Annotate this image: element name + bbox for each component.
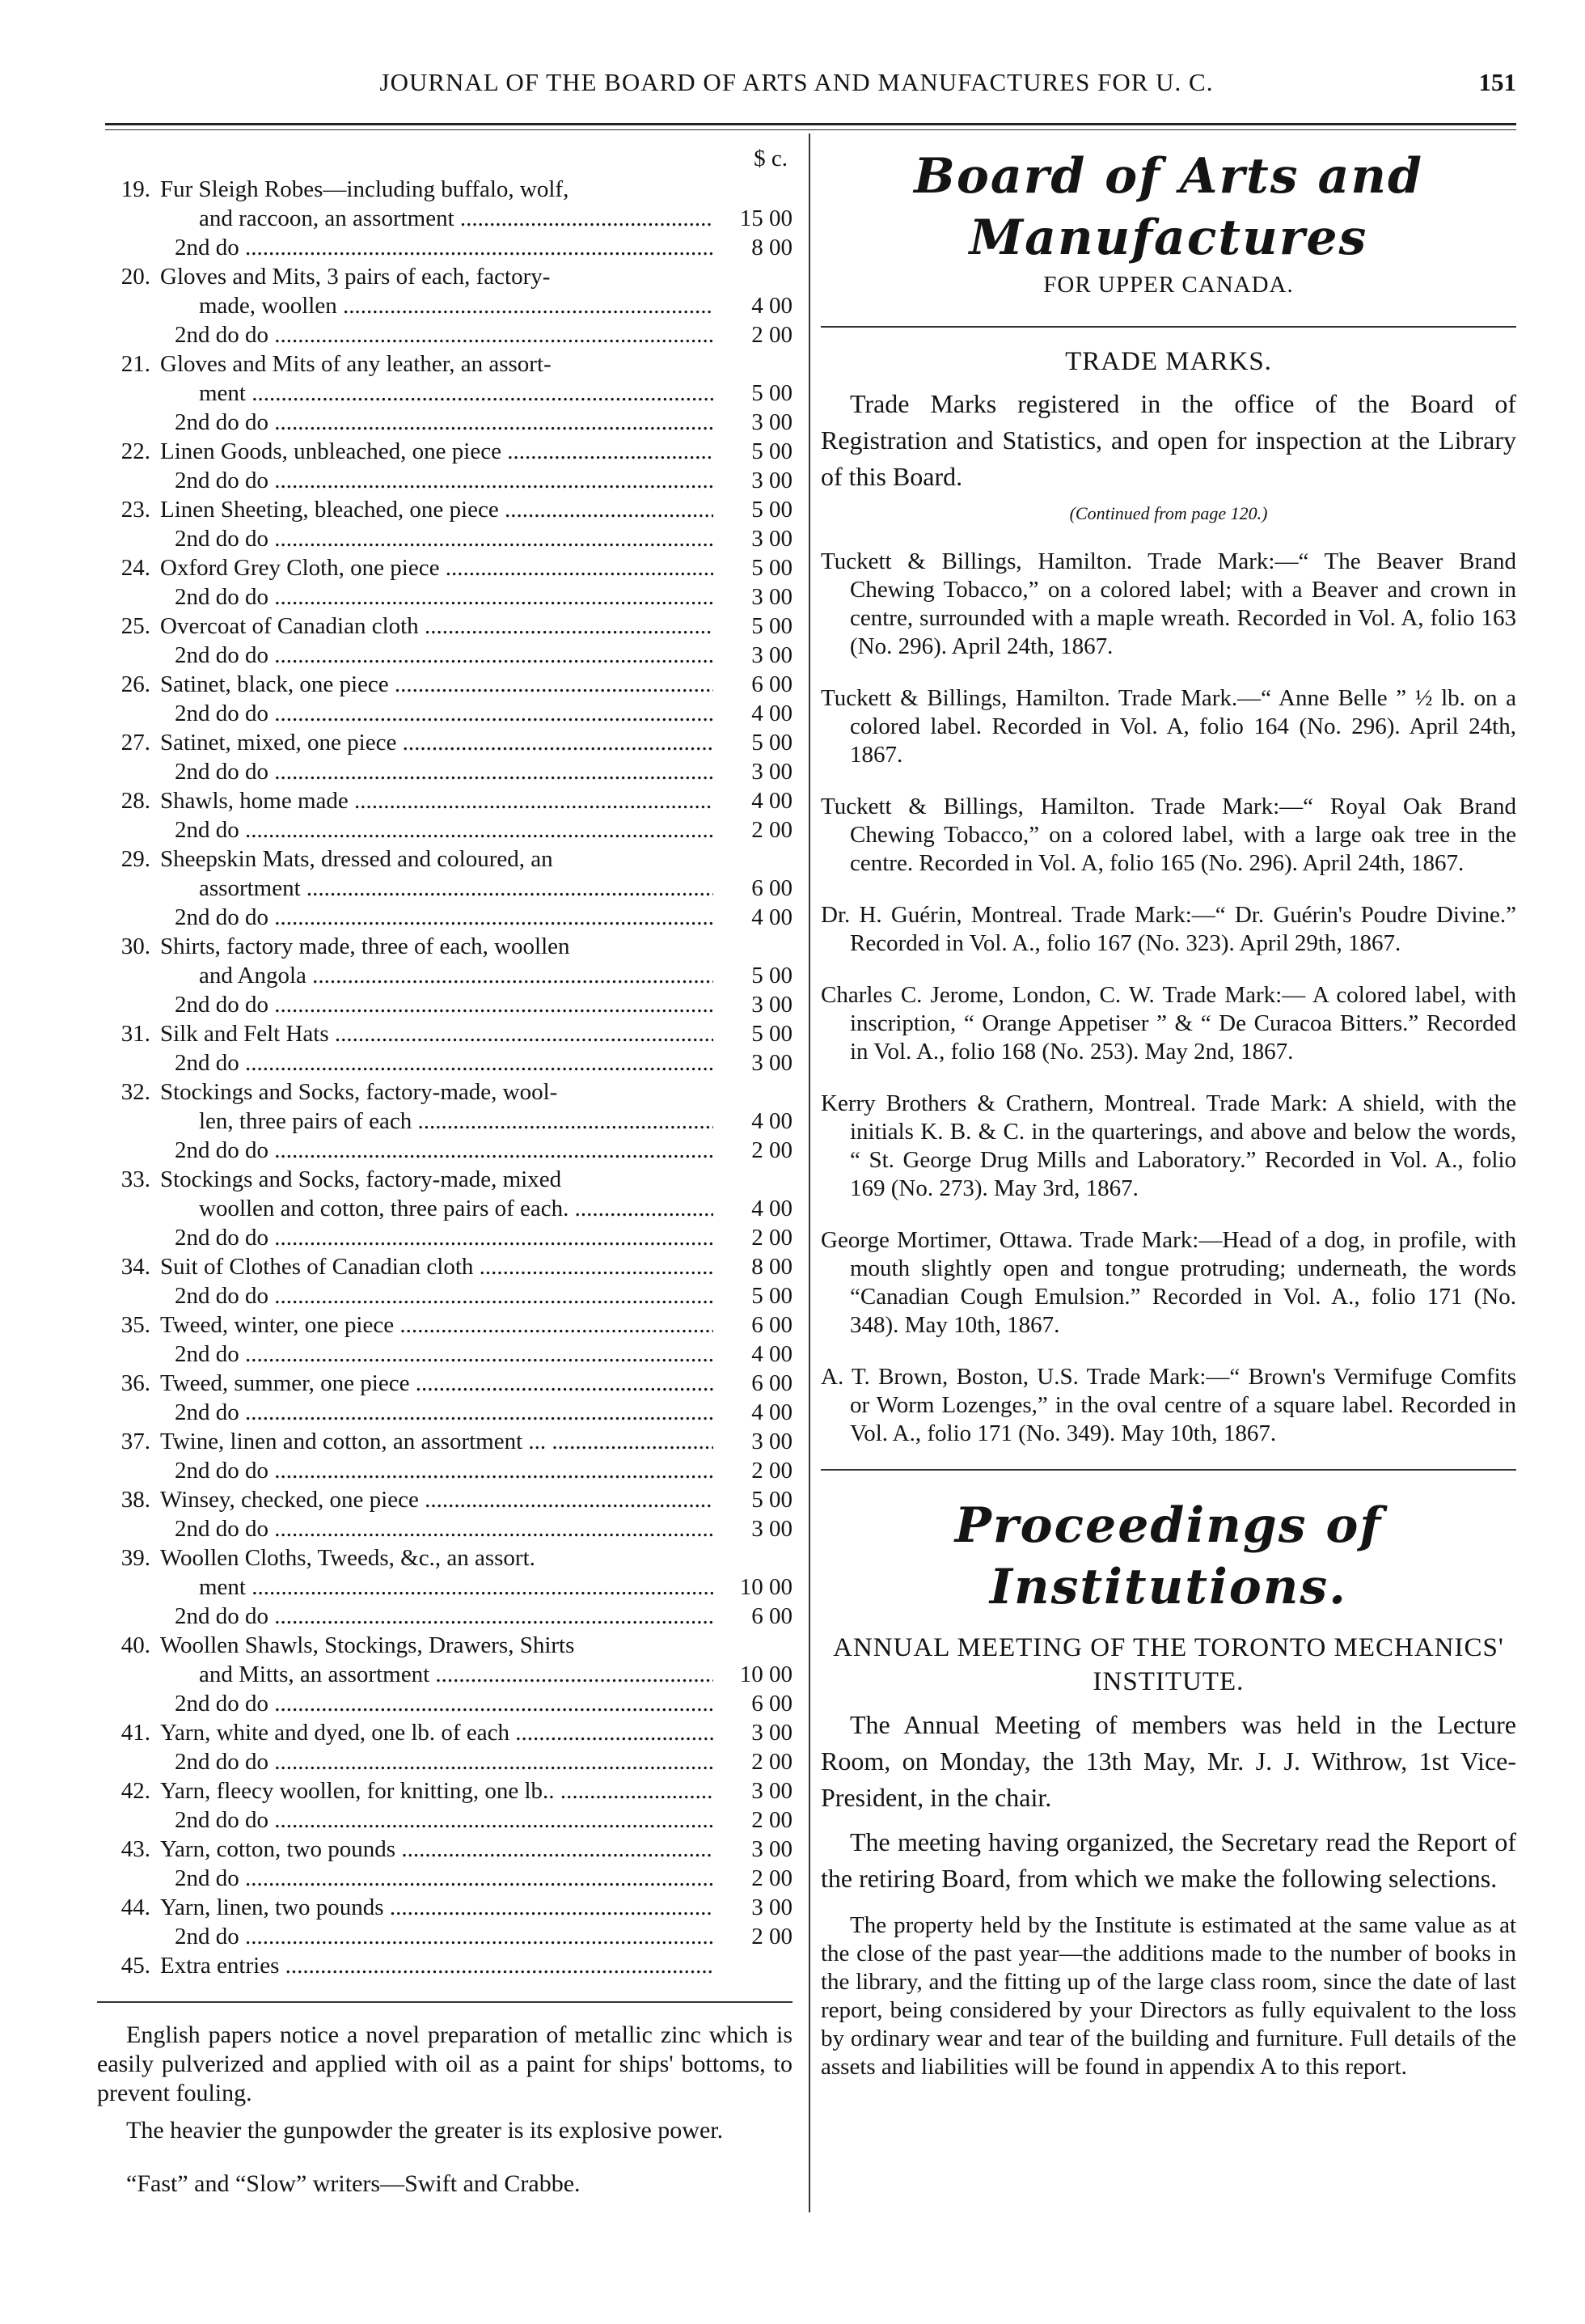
second-prize-price: 3 00 [751, 642, 792, 668]
item-description: Gloves and Mits, 3 pairs of each, factory- [160, 264, 551, 290]
item-number: 32. [120, 1079, 150, 1105]
item-description: Fur Sleigh Robes—including buffalo, wolf, [160, 176, 569, 202]
item-number: 27. [120, 730, 150, 756]
second-prize-label: 2nd do do ..... [160, 524, 713, 553]
section-rule [97, 2001, 792, 2003]
prize-item [97, 1631, 792, 1718]
second-prize-price: 2 00 [751, 1137, 792, 1163]
item-number [97, 1223, 160, 1252]
item-number [97, 582, 160, 612]
proceedings-masthead: Proceedings of Institutions. [954, 1497, 1383, 1615]
item-price: 5 00 [751, 1021, 792, 1047]
prize-list [97, 175, 792, 1980]
second-prize-price: 6 00 [751, 1603, 792, 1629]
report-paragraph: The property held by the Institute is estimated at the same value as at the close of the past year—the additions made to the number of books in the library, and the fitting up of the large class room, since the date of last report, being considered by your Directors as fully equivalent to the loss by ordinary wear and tear of the building and furniture. Full details of the assets and liabilities will be found in appendix A to this report. [821, 1912, 1516, 2080]
second-prize-label: 2nd do do ..... [160, 903, 713, 932]
column-divider [809, 133, 810, 2212]
second-prize-label: 2nd do do ..... [160, 641, 713, 670]
item-description: Satinet, black, one piece ..... [160, 670, 713, 699]
currency-header: $ c. [754, 146, 788, 171]
item-description: Linen Goods, unbleached, one piece ..... [160, 437, 713, 466]
second-prize-label: 2nd do do ..... [160, 990, 713, 1019]
item-number [97, 291, 160, 320]
item-price [713, 349, 792, 379]
item-number [97, 320, 160, 349]
item-number [97, 1689, 160, 1718]
note-zinc: English papers notice a novel preparation of metallic zinc which is easily pulverized and applied with oil as a paint for ships' bottoms, to prevent fouling. [97, 2021, 792, 2106]
second-prize-price: 4 00 [751, 701, 792, 726]
second-prize-label: 2nd do do ..... [160, 320, 713, 349]
prize-item [97, 845, 792, 932]
item-description: Satinet, mixed, one piece ..... [160, 728, 713, 757]
second-prize-label: 2nd do do ..... [160, 1281, 713, 1310]
prize-item [97, 786, 792, 845]
second-prize-label: 2nd do ..... [160, 1340, 713, 1369]
continued-note: (Continued from page 120.) [1069, 503, 1268, 523]
item-price: 3 00 [751, 1429, 792, 1454]
second-prize-label: 2nd do do ..... [160, 1689, 713, 1718]
prize-item [97, 1543, 792, 1631]
item-price [713, 1951, 792, 1980]
second-prize-price: 3 00 [751, 468, 792, 493]
item-description: Woollen Shawls, Stockings, Drawers, Shirts [160, 1632, 575, 1658]
second-prize-price: 8 00 [751, 235, 792, 260]
meeting-title: ANNUAL MEETING OF THE TORONTO MECHANICS' INSTITUTE. [833, 1633, 1504, 1696]
item-price: 4 00 [751, 788, 792, 814]
item-description: Yarn, linen, two pounds ..... [160, 1893, 713, 1922]
item-number [97, 204, 160, 233]
item-price: 3 00 [751, 1778, 792, 1804]
prize-item [97, 1951, 792, 1980]
item-description: made, woollen ..... [160, 291, 713, 320]
trade-mark-list [821, 548, 1516, 1448]
item-description: Silk and Felt Hats ..... [160, 1019, 713, 1048]
item-description: and raccoon, an assortment ..... [160, 204, 713, 233]
item-number: 26. [120, 671, 150, 697]
right-column [821, 146, 1516, 2105]
item-number [97, 1922, 160, 1951]
item-number: 38. [120, 1487, 150, 1513]
item-number: 34. [120, 1254, 150, 1280]
item-price: 5 00 [751, 497, 792, 523]
item-description: and Angola ..... [160, 961, 713, 990]
item-number: 36. [120, 1370, 150, 1396]
note-writers: “Fast” and “Slow” writers—Swift and Crabbe. [126, 2170, 581, 2197]
item-number: 22. [120, 438, 150, 464]
item-description: Linen Sheeting, bleached, one piece ..... [160, 495, 713, 524]
item-price: 5 00 [751, 380, 792, 406]
trade-mark-entry: Dr. H. Guérin, Montreal. Trade Mark:—“ Dr. Guérin's Poudre Divine.” Recorded in Vol. A., folio 167 (No. 323). April 29th, 1867. [821, 902, 1516, 956]
item-price: 10 00 [739, 1574, 792, 1600]
item-price: 6 00 [751, 875, 792, 901]
item-number [97, 1456, 160, 1485]
item-price [713, 1543, 792, 1573]
item-number [97, 1514, 160, 1543]
item-number [97, 524, 160, 553]
second-prize-label: 2nd do ..... [160, 1048, 713, 1077]
item-number [97, 757, 160, 786]
prize-item [97, 349, 792, 437]
item-price: 4 00 [751, 293, 792, 319]
item-description: ment ..... [160, 379, 713, 408]
item-price: 4 00 [751, 1108, 792, 1134]
item-number [97, 1398, 160, 1427]
item-number: 42. [120, 1778, 150, 1804]
section-rule [821, 1469, 1516, 1471]
prize-item [97, 1718, 792, 1776]
item-number [97, 1602, 160, 1631]
second-prize-price: 3 00 [751, 526, 792, 552]
item-price: 15 00 [739, 205, 792, 231]
item-number [97, 1107, 160, 1136]
item-price: 6 00 [751, 671, 792, 697]
item-description: Suit of Clothes of Canadian cloth ..... [160, 1252, 713, 1281]
prize-item [97, 175, 792, 262]
item-number: 39. [120, 1545, 150, 1571]
item-price [713, 1631, 792, 1660]
meeting-paragraph: The Annual Meeting of members was held in the Lecture Room, on Monday, the 13th May, Mr. J. J. Withrow, 1st Vice-President, in the chair. [821, 1710, 1516, 1812]
item-description: Gloves and Mits of any leather, an assort- [160, 351, 552, 377]
item-description: Extra entries ..... [160, 1951, 713, 1980]
item-price: 10 00 [739, 1662, 792, 1687]
second-prize-price: 3 00 [751, 759, 792, 785]
second-prize-price: 2 00 [751, 1807, 792, 1833]
item-price [713, 175, 792, 204]
second-prize-label: 2nd do do ..... [160, 1223, 713, 1252]
second-prize-price: 2 00 [751, 322, 792, 348]
second-prize-price: 3 00 [751, 1516, 792, 1542]
trade-mark-entry: A. T. Brown, Boston, U.S. Trade Mark:—“ Brown's Vermifuge Comfits or Worm Lozenges,” in the oval centre of a square label. Recorded in Vol. A., folio 171 (No. 349). May 10th, 1867. [821, 1364, 1516, 1446]
item-description: Oxford Grey Cloth, one piece ..... [160, 553, 713, 582]
second-prize-price: 2 00 [751, 1865, 792, 1891]
prize-item [97, 553, 792, 612]
meeting-paragraph: The meeting having organized, the Secretary read the Report of the retiring Board, from which we make the following selections. [821, 1827, 1516, 1893]
second-prize-label: 2nd do do ..... [160, 699, 713, 728]
item-number: 33. [120, 1166, 150, 1192]
prize-item [97, 1369, 792, 1427]
item-number: 43. [120, 1836, 150, 1862]
second-prize-price: 3 00 [751, 409, 792, 435]
item-number [97, 1281, 160, 1310]
second-prize-label: 2nd do do ..... [160, 1602, 713, 1631]
item-description: woollen and cotton, three pairs of each. ..... [160, 1194, 713, 1223]
item-price [713, 1165, 792, 1194]
second-prize-label: 2nd do do ..... [160, 1456, 713, 1485]
item-number: 31. [120, 1021, 150, 1047]
second-prize-price: 4 00 [751, 1399, 792, 1425]
second-prize-price: 2 00 [751, 817, 792, 843]
item-description: Twine, linen and cotton, an assortment ... ..... [160, 1427, 713, 1456]
item-number: 28. [120, 788, 150, 814]
second-prize-price: 3 00 [751, 992, 792, 1018]
item-number [97, 1573, 160, 1602]
item-description: Yarn, fleecy woollen, for knitting, one lb.. ..... [160, 1776, 713, 1805]
prize-item [97, 495, 792, 553]
item-number [97, 1048, 160, 1077]
second-prize-label: 2nd do do ..... [160, 408, 713, 437]
prize-item [97, 1835, 792, 1893]
second-prize-price: 6 00 [751, 1691, 792, 1717]
item-price: 8 00 [751, 1254, 792, 1280]
section-rule [821, 326, 1516, 328]
second-prize-price: 3 00 [751, 1050, 792, 1076]
item-price: 3 00 [751, 1720, 792, 1746]
item-number [97, 961, 160, 990]
item-number: 41. [120, 1720, 150, 1746]
item-description: len, three pairs of each ..... [160, 1107, 713, 1136]
trade-mark-entry: Tuckett & Billings, Hamilton. Trade Mark:—“ Royal Oak Brand Chewing Tobacco,” on a colored label, with a large oak tree in the centre. Recorded in Vol. A, folio 165 (No. 296). April 24th, 1867. [821, 794, 1516, 876]
second-prize-label: 2nd do ..... [160, 815, 713, 845]
item-description: Stockings and Socks, factory-made, mixed [160, 1166, 562, 1192]
prize-item [97, 670, 792, 728]
item-number: 19. [120, 176, 150, 202]
prize-item [97, 1019, 792, 1077]
item-description: Winsey, checked, one piece ..... [160, 1485, 713, 1514]
item-price: 5 00 [751, 730, 792, 756]
second-prize-label: 2nd do do ..... [160, 757, 713, 786]
item-number [97, 408, 160, 437]
item-number: 30. [120, 933, 150, 959]
item-number: 45. [120, 1953, 150, 1979]
trade-mark-entry: George Mortimer, Ottawa. Trade Mark:—Head of a dog, in profile, with mouth slightly open and tongue protruding; underneath, the words “Canadian Cough Emulsion.” Recorded in Vol. A., folio 171 (No. 348). May 10th, 1867. [821, 1227, 1516, 1338]
prize-item [97, 1893, 792, 1951]
running-title: JOURNAL OF THE BOARD OF ARTS AND MANUFACTURES FOR U. C. [379, 68, 1214, 96]
item-number [97, 1136, 160, 1165]
item-description: and Mitts, an assortment ..... [160, 1660, 713, 1689]
item-price: 6 00 [751, 1370, 792, 1396]
item-description: Sheepskin Mats, dressed and coloured, an [160, 846, 553, 872]
second-prize-label: 2nd do ..... [160, 1922, 713, 1951]
header-rule [105, 123, 1516, 125]
item-number [97, 1340, 160, 1369]
item-price: 5 00 [751, 438, 792, 464]
item-description: Tweed, summer, one piece ..... [160, 1369, 713, 1398]
item-description: Tweed, winter, one piece ..... [160, 1310, 713, 1340]
prize-item [97, 1077, 792, 1165]
second-prize-label: 2nd do ..... [160, 233, 713, 262]
page-number: 151 [1478, 68, 1516, 96]
prize-item [97, 437, 792, 495]
item-number [97, 990, 160, 1019]
prize-item [97, 1252, 792, 1310]
item-description: Overcoat of Canadian cloth ..... [160, 612, 713, 641]
item-price [713, 932, 792, 961]
item-price [713, 1077, 792, 1107]
item-description: assortment ..... [160, 874, 713, 903]
item-price [713, 845, 792, 874]
second-prize-price: 3 00 [751, 584, 792, 610]
prize-item [97, 728, 792, 786]
second-prize-price: 2 00 [751, 1749, 792, 1775]
trade-mark-entry: Tuckett & Billings, Hamilton. Trade Mark.—“ Anne Belle ” ½ lb. on a colored label. Recorded in Vol. A, folio 164 (No. 296). April 24th, 1867. [821, 685, 1516, 768]
item-description: Yarn, white and dyed, one lb. of each ..... [160, 1718, 713, 1747]
item-number [97, 903, 160, 932]
second-prize-price: 2 00 [751, 1225, 792, 1251]
item-description: Woollen Cloths, Tweeds, &c., an assort. [160, 1545, 535, 1571]
second-prize-label: 2nd do do ..... [160, 1805, 713, 1835]
item-number [97, 233, 160, 262]
item-price: 5 00 [751, 555, 792, 581]
second-prize-price: 5 00 [751, 1283, 792, 1309]
prize-item [97, 1165, 792, 1252]
item-number [97, 1194, 160, 1223]
item-price: 3 00 [751, 1894, 792, 1920]
second-prize-price: 4 00 [751, 904, 792, 930]
item-number [97, 1660, 160, 1689]
item-description: Shirts, factory made, three of each, woollen [160, 933, 570, 959]
item-price [713, 262, 792, 291]
prize-item [97, 932, 792, 1019]
second-prize-label: 2nd do do ..... [160, 1136, 713, 1165]
second-prize-label: 2nd do do ..... [160, 1514, 713, 1543]
trade-mark-entry: Tuckett & Billings, Hamilton. Trade Mark:—“ The Beaver Brand Chewing Tobacco,” on a colored label; with a Beaver and crown in centre, surrounded with a maple wreath. Recorded in Vol. A, folio 163 (No. 296). April 24th, 1867. [821, 548, 1516, 659]
prize-item [97, 1427, 792, 1485]
item-number: 44. [120, 1894, 150, 1920]
board-subtitle: FOR UPPER CANADA. [1043, 272, 1294, 298]
item-number [97, 815, 160, 845]
item-number: 35. [120, 1312, 150, 1338]
second-prize-label: 2nd do do ..... [160, 582, 713, 612]
item-number [97, 1805, 160, 1835]
second-prize-label: 2nd do do ..... [160, 1747, 713, 1776]
item-number: 20. [120, 264, 150, 290]
prize-item [97, 262, 792, 349]
second-prize-label: 2nd do ..... [160, 1398, 713, 1427]
trade-marks-intro: Trade Marks registered in the office of the Board of Registration and Statistics, and open for inspection at the Library of this Board. [821, 389, 1516, 491]
left-column [97, 146, 792, 2223]
item-number: 25. [120, 613, 150, 639]
item-number: 21. [120, 351, 150, 377]
second-prize-label: 2nd do do ..... [160, 466, 713, 495]
item-number [97, 874, 160, 903]
item-price: 6 00 [751, 1312, 792, 1338]
item-price: 3 00 [751, 1836, 792, 1862]
prize-item [97, 1485, 792, 1543]
prize-item [97, 1776, 792, 1835]
item-number [97, 1747, 160, 1776]
item-number [97, 1864, 160, 1893]
item-number [97, 466, 160, 495]
second-prize-price: 2 00 [751, 1458, 792, 1484]
item-number: 24. [120, 555, 150, 581]
item-price: 5 00 [751, 613, 792, 639]
second-prize-price: 2 00 [751, 1924, 792, 1949]
item-description: Yarn, cotton, two pounds ..... [160, 1835, 713, 1864]
item-number [97, 641, 160, 670]
board-masthead: Board of Arts and Manufactures [914, 148, 1423, 266]
header-rule-thin [105, 129, 1516, 130]
item-description: Shawls, home made ..... [160, 786, 713, 815]
prize-item [97, 612, 792, 670]
second-prize-label: 2nd do ..... [160, 1864, 713, 1893]
item-number: 37. [120, 1429, 150, 1454]
item-price: 4 00 [751, 1196, 792, 1221]
second-prize-price: 4 00 [751, 1341, 792, 1367]
item-number [97, 699, 160, 728]
note-gunpowder: The heavier the gunpowder the greater is its explosive power. [126, 2117, 724, 2144]
item-number: 40. [120, 1632, 150, 1658]
item-price: 5 00 [751, 1487, 792, 1513]
item-description: Stockings and Socks, factory-made, wool- [160, 1079, 558, 1105]
prize-item [97, 1310, 792, 1369]
item-number [97, 379, 160, 408]
trade-marks-title: TRADE MARKS. [1065, 347, 1272, 376]
item-price: 5 00 [751, 963, 792, 988]
item-number: 29. [120, 846, 150, 872]
item-description: ment ..... [160, 1573, 713, 1602]
item-number: 23. [120, 497, 150, 523]
trade-mark-entry: Charles C. Jerome, London, C. W. Trade Mark:— A colored label, with inscription, “ Orange Appetiser ” & “ De Curacoa Bitters.” Recorded in Vol. A., folio 168 (No. 253). May 2nd, 1867. [821, 982, 1516, 1065]
trade-mark-entry: Kerry Brothers & Crathern, Montreal. Trade Mark: A shield, with the initials K. B. & C. in the quarterings, and above and below the words, “ St. George Drug Mills and Laboratory.” Recorded in Vol. A., folio 169 (No. 273). May 3rd, 1867. [821, 1090, 1516, 1201]
